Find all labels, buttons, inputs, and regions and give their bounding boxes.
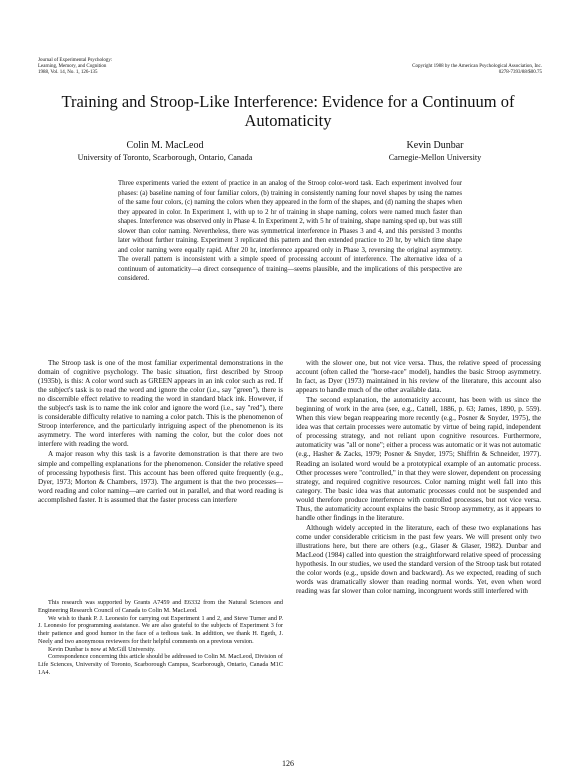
- author-name: Kevin Dunbar: [406, 140, 464, 151]
- author-affiliation: Carnegie-Mellon University: [388, 153, 482, 162]
- footnote: We wish to thank P. J. Leonesio for carrying out Experiment 1 and 2, and Steve Turner and P. J. Leonesio for programming assistance. We are also grateful to the subjects of Experiment 3 for their patience and good humor in the face of a tedious task. In addition, we thank H. Egeth, J. Neely and two anonymous reviewers for their helpful comments on a previous version.: [38, 614, 283, 645]
- abstract: Three experiments varied the extent of practice in an analog of the Stroop color-word task. Each experiment involved four phases: (a) baseline naming of four familiar colors, (b) training in consistently naming four novel shapes by using the names of the same four colors, (c) naming the colors when they appeared in the form of the shapes, and (d) naming the shapes when they appeared in color. In Experiment 1, with up to 2 hr of training in shape naming, colors were named much faster than shapes. Interference was observed only in Phase 4. In Experiment 2, with 5 hr of training, shape naming sped up, but was still slower than color naming. Nevertheless, there was symmetrical interference in Phases 3 and 4, and this persisted 3 months later without further training. Experiment 3 replicated this pattern and then extended practice to 20 hr, by which time shape and color naming were equally rapid. After 20 hr, interference appeared only in Phase 3, reversing the original asymmetry. The overall pattern is inconsistent with a simple speed of processing account of interference. The alternative idea of a continuum of automaticity—a direct consequence of training—seems plausible, and the implications of this perspective are considered.: [118, 180, 462, 283]
- journal-line: Learning, Memory, and Cognition: [38, 63, 107, 69]
- issn-line: 0278-7393/88/$00.75: [498, 69, 542, 75]
- author-2: [330, 140, 540, 164]
- author-affiliation: University of Toronto, Scarborough, Ontario, Canada: [77, 153, 253, 162]
- page-number: 126: [282, 759, 294, 768]
- body-column-right: [296, 359, 541, 596]
- footnote: Kevin Dunbar is now at McGill University.: [48, 645, 156, 653]
- journal-info: [38, 58, 238, 75]
- footnotes: [38, 599, 283, 677]
- body-paragraph: with the slower one, but not vice versa. Thus, the relative speed of processing account (often called the "horse-race" model), handles the basic Stroop asymmetry. In fact, as Dyer (1973) maintained in his review of the literature, this account also appears to handle much of the other available data.: [296, 359, 541, 395]
- body-paragraph: The second explanation, the automaticity account, has been with us since the beginning of work in the area (see, e.g., Cattell, 1886, p. 63; James, 1890, p. 559). When this view began reappearing more recently (e.g., Posner & Snyder, 1975), the idea was that certain processes were automatic by virtue of being rapid, independent of processing strategy, and not reliant upon cognitive resources. Furthermore, automaticity was "all or none"; either a process was automatic or it was not automatic (e.g., Hasher & Zacks, 1979; Posner & Snyder, 1975; Shiffrin & Schneider, 1977). Reading an isolated word would be a prototypical example of an automatic process. Other processes were "controlled," in that they were slower, dependent on processing strategy, and required cognitive resources. Color naming might well fall into this category. The basic idea was that automatic processes could not be suspended and would therefore produce interference with controlled processes, but not vice versa. Thus, the automaticity account explains the basic Stroop asymmetry, as it appears to handle other findings in the literature.: [296, 396, 541, 522]
- copyright-line: Copyright 1988 by the American Psychological Association, Inc.: [412, 64, 542, 69]
- body-column-left: [38, 359, 283, 505]
- body-paragraph: The Stroop task is one of the most familiar experimental demonstrations in the domain of cognitive psychology. The basic situation, first described by Stroop (1935b), is this: A color word such as GREEN appears in an ink color such as red. If the subject's task is to read the word and ignore the color (i.e., say "green"), there is no discernible effect relative to reading the word in standard black ink. However, if the subject's task is to name the ink color and ignore the word (i.e., say "red"), there is considerable difficulty relative to naming a color patch. This is the phenomenon of Stroop interference, and the particularly intriguing aspect of the phenomenon is its asymmetry. The word interferes with naming the color, but the color does not interfere with reading the word.: [38, 359, 283, 449]
- footnote: This research was supported by Grants A7459 and E6332 from the Natural Sciences and Engineering Research Council of Canada to Colin M. MacLeod.: [38, 599, 283, 614]
- journal-line: Journal of Experimental Psychology:: [38, 58, 113, 63]
- author-name: Colin M. MacLeod: [126, 140, 204, 151]
- journal-line: 1988, Vol. 14, No. 1, 126-135: [38, 69, 98, 75]
- body-paragraph: A major reason why this task is a favorite demonstration is that there are two simple and compelling explanations for the phenomenon. Consider the relative speed of processing hypothesis first. This account has been offered quite frequently (e.g., Dyer, 1973; Morton & Chambers, 1973). The argument is that the two processes—word reading and color naming—are carried out in parallel, and that word reading is accomplished faster. It is assumed that the faster process can interfere: [38, 450, 283, 504]
- paper-title: Training and Stroop-Like Interference: Evidence for a Continuum of Automaticity: [61, 92, 515, 130]
- copyright-info: [300, 64, 542, 76]
- body-paragraph: Although widely accepted in the literature, each of these two explanations has come under considerable criticism in the past few years. We will present only two illustrations here, but there are others (e.g., Glaser & Glaser, 1982). Dunbar and MacLeod (1984) called into question the straightforward relative speed of processing hypothesis. In our studies, we used the standard version of the Stroop task but rotated the color words (e.g., upside down and backward). As we expected, reading of such words was dramatically slower than reading normal words. Yet, even when word reading was far slower than color naming, incongruent words still interfered with: [296, 523, 541, 596]
- footnote: Correspondence concerning this article should be addressed to Colin M. MacLeod, Division of Life Sciences, University of Toronto, Scarborough Campus, Scarborough, Ontario, Canada M1C 1A4.: [38, 653, 283, 676]
- author-1: [40, 140, 290, 164]
